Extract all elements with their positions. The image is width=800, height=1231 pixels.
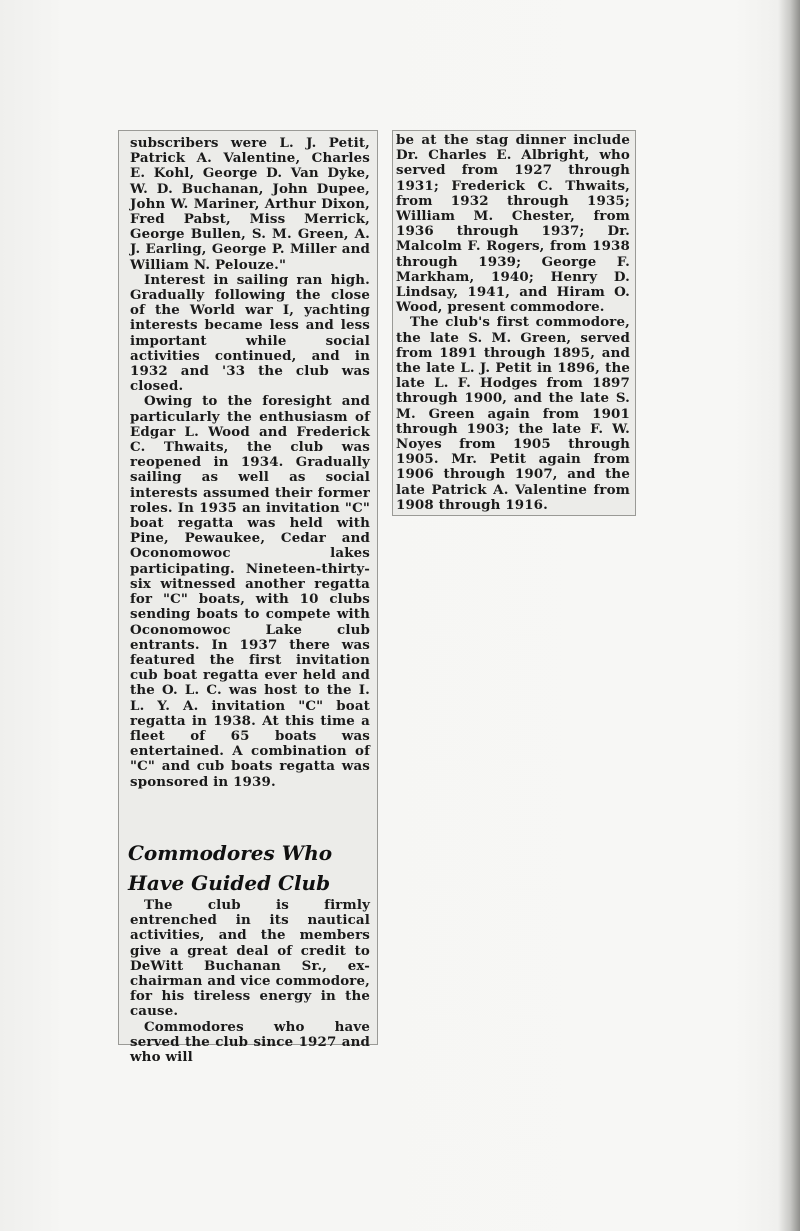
page-edge-shadow — [778, 0, 800, 1231]
subheadline — [128, 838, 368, 898]
paragraph-commodores-served: Commodores who have served the club since 1927 and who will — [130, 1018, 370, 1066]
paragraph-first-commodore: The club's first commodore, the late S. M. Green, served from 1891 through 1895, and the late L. J. Petit in 1896, the late L. F. Hodges from 1897 through 1900, and the late S. M. Green again from 1901 through 1903; the late F. W. Noyes from 1905 through 1905. Mr. Petit again from 1906 through 1907, and the late Patrick A. Valentine from 1908 through 1916. — [396, 314, 630, 513]
left-column-bottom-text — [130, 898, 370, 1065]
paragraph-interest-in-sailing: Interest in sailing ran high. Gradually following the close of the World war I, yachting interests became less and less important while social activities continued, and in 1932 and '33 the club was closed. — [130, 271, 370, 395]
paragraph-stag-dinner: be at the stag dinner include Dr. Charles E. Albright, who served from 1927 through 1931; Frederick C. Thwaits, from 1932 through 1935; William M. Chester, from 1936 through 1937; Dr. Malcolm F. Rogers, from 1938 through 1939; George F. Markham, 1940; Henry D. Lindsay, 1941, and Hiram O. Wood, present commodore. — [396, 132, 630, 316]
left-column-text — [130, 136, 370, 790]
subheadline-line-2: Have Guided Club — [128, 871, 331, 895]
paragraph-club-reopened: Owing to the foresight and particularly the enthusiasm of Edgar L. Wood and Frederick C. Thwaits, the club was reopened in 1934. Gradually sailing as well as social interests assumed their former roles. In 1935 an invitation "C" boat regatta was held with Pine, Pewaukee, Cedar and Oconomowoc lakes participating. Nineteen-thirty-six witnessed another regatta for "C" boats, with 10 clubs sending boats to compete with Oconomowoc Lake club entrants. In 1937 there was featured the first invitation cub boat regatta ever held and the O. L. C. was host to the I. L. Y. A. invitation "C" boat regatta in 1938. At this time a fleet of 65 boats was entertained. A combination of "C" and cub boats regatta was sponsored in 1939. — [130, 393, 370, 790]
subheadline-line-1: Commodores Who — [128, 841, 333, 865]
paragraph-subscribers: subscribers were L. J. Petit, Patrick A. Valentine, Charles E. Kohl, George D. Van Dyke, W. D. Buchanan, John Dupee, John W. Mariner, Arthur Dixon, Fred Pabst, Miss Merrick, George Bullen, S. M. Green, A. J. Earling, George P. Miller and William N. Pelouze." — [130, 135, 370, 273]
paragraph-nautical-activities: The club is firmly entrenched in its nautical activities, and the members give a great deal of credit to DeWitt Buchanan Sr., ex-chairman and vice commodore, for his tireless energy in the cause. — [130, 897, 370, 1020]
right-column-text — [396, 133, 630, 513]
